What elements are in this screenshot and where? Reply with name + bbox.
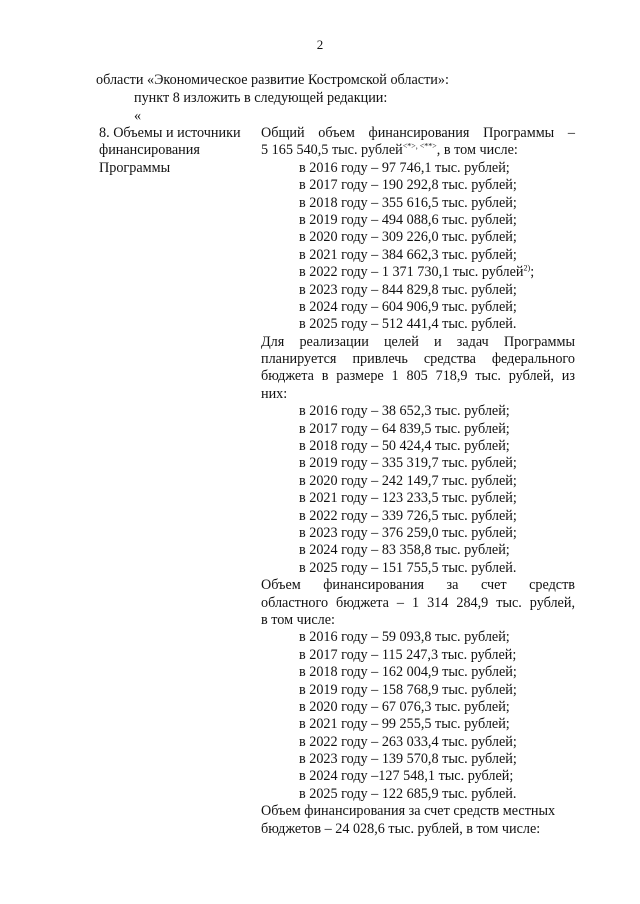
total-year-item-2022 bbox=[261, 264, 575, 281]
open-quote: « bbox=[134, 108, 142, 124]
intro-line-1: области «Экономическое развитие Костромской области»: bbox=[96, 72, 449, 88]
row-label-line-3: Программы bbox=[99, 159, 171, 176]
federal-line-last: них: bbox=[261, 385, 288, 402]
total-years-list-a bbox=[261, 160, 575, 334]
federal-year-item: в 2017 году – 64 839,5 тыс. рублей; bbox=[299, 420, 510, 437]
intro-line-2: пункт 8 изложить в следующей редакции: bbox=[134, 90, 388, 106]
row-label-line-1: 8. Объемы и источники bbox=[99, 125, 241, 141]
total-2022-text: в 2022 году – 1 371 730,1 тыс. рублей bbox=[299, 264, 524, 281]
total-amount: 5 165 540,5 тыс. рублей bbox=[261, 142, 403, 159]
federal-year-item: в 2016 году – 38 652,3 тыс. рублей; bbox=[299, 403, 510, 420]
local-line-2: бюджетов – 24 028,6 тыс. рублей, в том числе: bbox=[261, 820, 541, 837]
regional-year-item: в 2018 году – 162 004,9 тыс. рублей; bbox=[299, 664, 517, 681]
federal-year-item: в 2020 году – 242 149,7 тыс. рублей; bbox=[299, 472, 517, 489]
federal-year-item: в 2018 году – 50 424,4 тыс. рублей; bbox=[299, 438, 510, 455]
regional-year-item: в 2025 году – 122 685,9 тыс. рублей. bbox=[299, 785, 517, 802]
federal-line: Для реализации целей и задач Программы bbox=[261, 333, 575, 350]
federal-year-item: в 2019 году – 335 319,7 тыс. рублей; bbox=[299, 455, 517, 472]
total-footnote-marks: <*>, <**> bbox=[402, 141, 437, 151]
total-year-item: в 2023 году – 844 829,8 тыс. рублей; bbox=[299, 281, 517, 298]
row-label-line-2: финансирования bbox=[99, 142, 200, 159]
federal-year-item: в 2021 году – 123 233,5 тыс. рублей; bbox=[299, 490, 517, 507]
regional-year-item: в 2017 году – 115 247,3 тыс. рублей; bbox=[299, 646, 517, 663]
total-year-item: в 2021 году – 384 662,3 тыс. рублей; bbox=[299, 246, 517, 263]
federal-year-item: в 2022 году – 339 726,5 тыс. рублей; bbox=[299, 507, 517, 524]
regional-line-last: в том числе: bbox=[261, 611, 335, 628]
total-tail: , в том числе: bbox=[436, 142, 518, 159]
total-2022-tail: ; bbox=[530, 264, 535, 281]
local-line-1: Объем финансирования за счет средств местных bbox=[261, 803, 556, 820]
regional-year-item: в 2021 году – 99 255,5 тыс. рублей; bbox=[299, 716, 510, 733]
regional-years-list bbox=[261, 629, 575, 803]
row-label bbox=[99, 125, 259, 177]
federal-years-list bbox=[261, 403, 575, 577]
total-year-item: в 2016 году – 97 746,1 тыс. рублей; bbox=[299, 159, 510, 176]
regional-year-item: в 2020 году – 67 076,3 тыс. рублей; bbox=[299, 698, 510, 715]
federal-year-item: в 2024 году – 83 358,8 тыс. рублей; bbox=[299, 542, 510, 559]
total-2022-footnote: 2) bbox=[523, 263, 531, 273]
total-year-item: в 2025 году – 512 441,4 тыс. рублей. bbox=[299, 316, 517, 333]
total-line-1: Общий объем финансирования Программы – bbox=[261, 125, 575, 141]
total-year-item: в 2020 году – 309 226,0 тыс. рублей; bbox=[299, 229, 517, 246]
regional-year-item: в 2023 году – 139 570,8 тыс. рублей; bbox=[299, 751, 517, 768]
page-number: 2 bbox=[316, 37, 324, 52]
federal-year-item: в 2023 году – 376 259,0 тыс. рублей; bbox=[299, 524, 517, 541]
total-year-item: в 2019 году – 494 088,6 тыс. рублей; bbox=[299, 211, 517, 228]
federal-year-item: в 2025 году – 151 755,5 тыс. рублей. bbox=[299, 559, 517, 576]
federal-line: планируется привлечь средства федерального bbox=[261, 351, 575, 368]
regional-year-item: в 2022 году – 263 033,4 тыс. рублей; bbox=[299, 733, 517, 750]
federal-line: бюджета в размере 1 805 718,9 тыс. рублей, из bbox=[261, 368, 575, 385]
total-year-item: в 2018 году – 355 616,5 тыс. рублей; bbox=[299, 194, 517, 211]
regional-year-item: в 2024 году –127 548,1 тыс. рублей; bbox=[299, 768, 514, 785]
regional-year-item: в 2019 году – 158 768,9 тыс. рублей; bbox=[299, 681, 517, 698]
regional-line: Объем финансирования за счет средств bbox=[261, 577, 575, 594]
regional-line: областного бюджета – 1 314 284,9 тыс. рублей, bbox=[261, 594, 575, 611]
total-line-2 bbox=[261, 142, 575, 159]
regional-year-item: в 2016 году – 59 093,8 тыс. рублей; bbox=[299, 629, 510, 646]
total-year-item: в 2024 году – 604 906,9 тыс. рублей; bbox=[299, 298, 517, 315]
row-content bbox=[261, 125, 575, 838]
total-year-item: в 2017 году – 190 292,8 тыс. рублей; bbox=[299, 177, 517, 194]
